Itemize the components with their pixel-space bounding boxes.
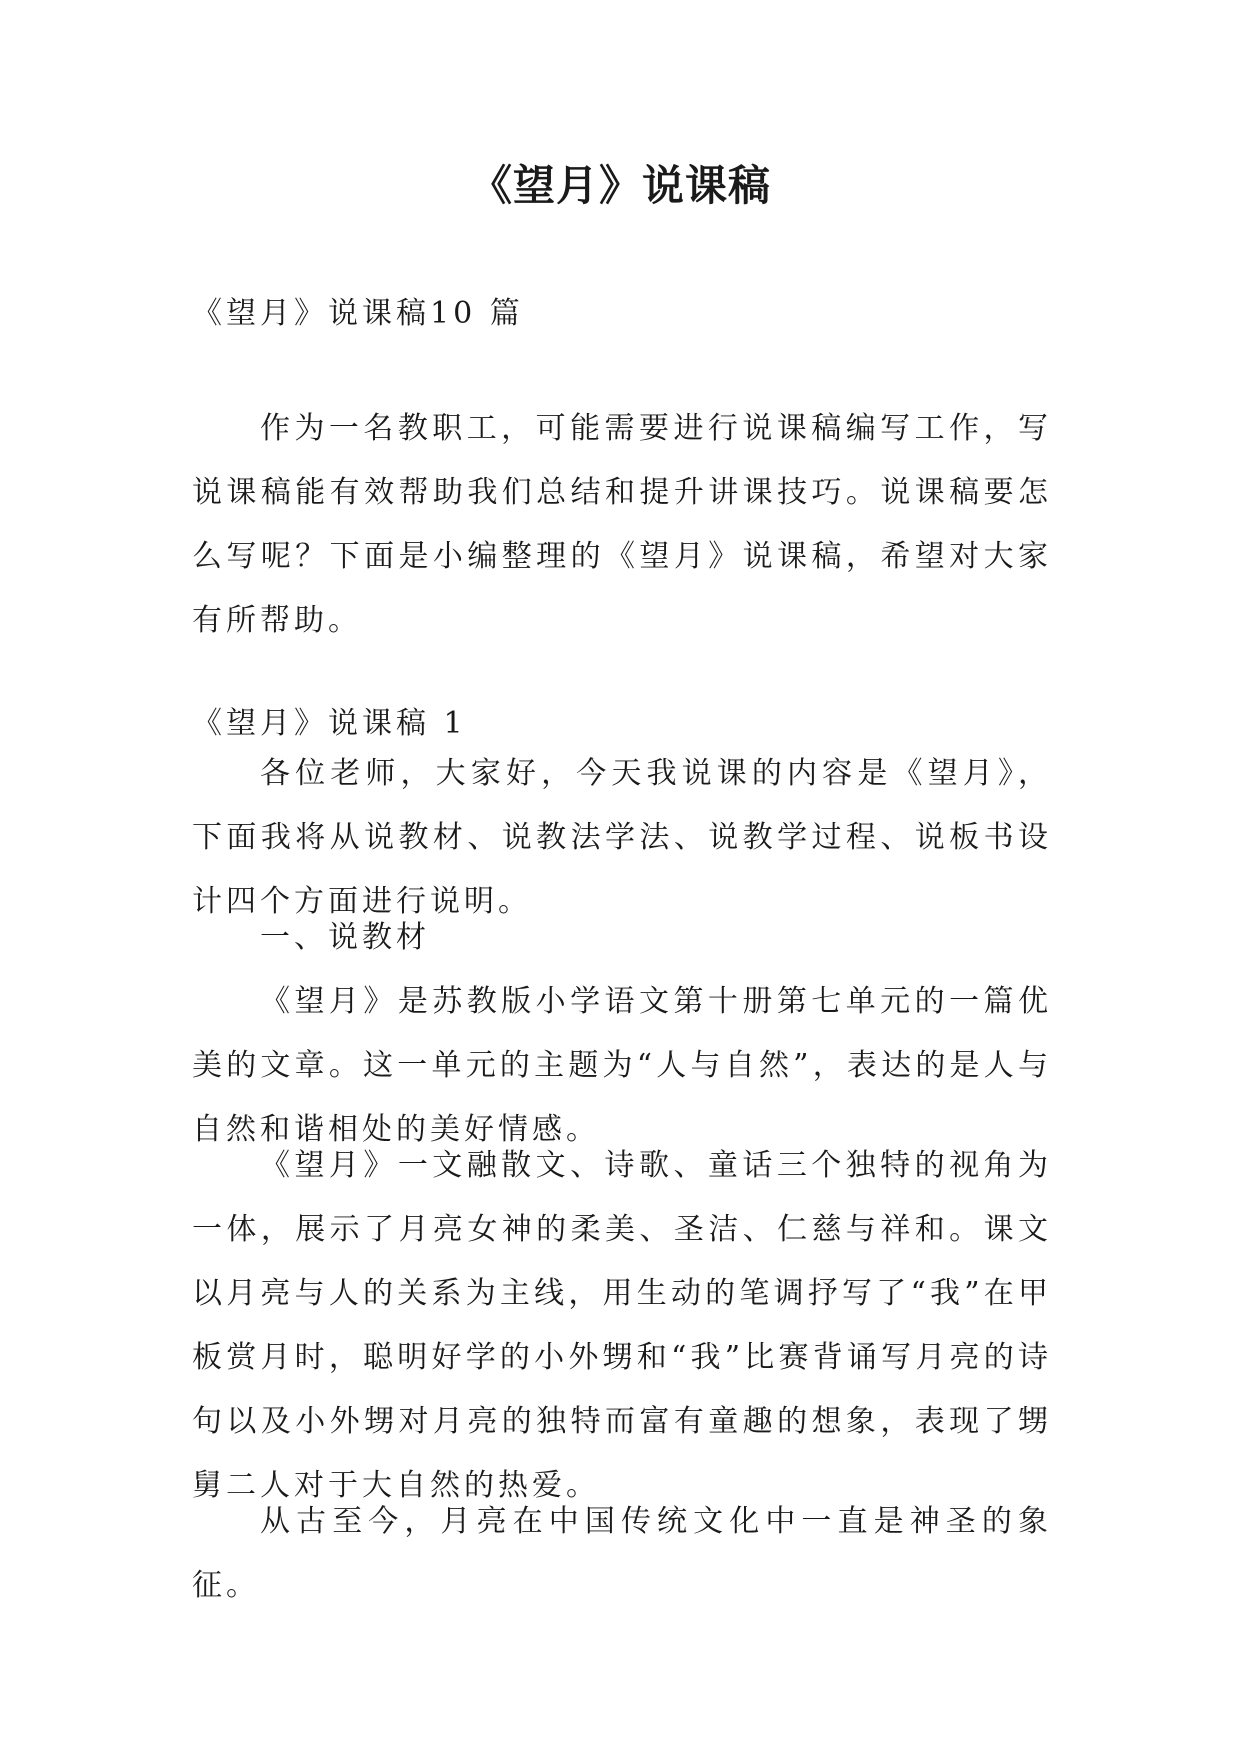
document-subtitle: 《望月》说课稿10 篇 xyxy=(192,296,524,331)
subsection-heading: 一、说教材 xyxy=(260,920,430,955)
intro-paragraph: 作为一名教职工，可能需要进行说课稿编写工作，写说课稿能有效帮助我们总结和提升讲课技巧。说课稿要怎么写呢？下面是小编整理的《望月》说课稿，希望对大家有所帮助。 xyxy=(192,411,1052,638)
body-paragraph: 《望月》一文融散文、诗歌、童话三个独特的视角为一体，展示了月亮女神的柔美、圣洁、仁慈与祥和。课文以月亮与人的关系为主线，用生动的笔调抒写了“我”在甲板赏月时，聪明好学的小外甥和“我”比赛背诵写月亮的诗句以及小外甥对月亮的独特而富有童趣的想象，表现了甥舅二人对于大自然的热爱。 xyxy=(192,1148,1052,1503)
page-title: 《望月》说课稿 xyxy=(469,161,771,210)
body-paragraph: 各位老师，大家好，今天我说课的内容是《望月》，下面我将从说教材、说教法学法、说教学过程、说板书设计四个方面进行说明。 xyxy=(192,756,1052,919)
body-paragraph: 从古至今，月亮在中国传统文化中一直是神圣的象征。 xyxy=(192,1504,1052,1603)
section-heading: 《望月》说课稿 1 xyxy=(192,706,467,741)
body-paragraph: 《望月》是苏教版小学语文第十册第七单元的一篇优美的文章。这一单元的主题为“人与自然”，表达的是人与自然和谐相处的美好情感。 xyxy=(192,984,1052,1147)
